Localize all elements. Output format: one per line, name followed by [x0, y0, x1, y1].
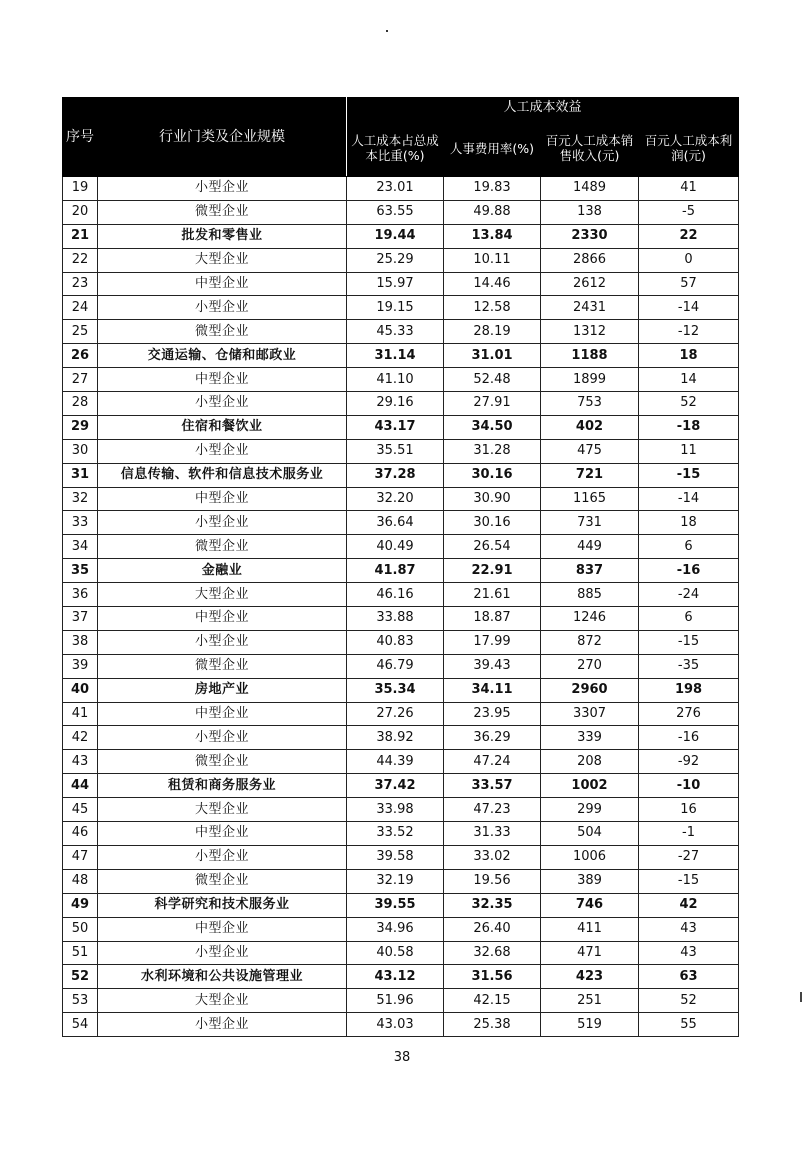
cell-sales-per-100: 519 — [541, 1013, 639, 1037]
scan-speck — [386, 30, 388, 32]
cell-profit-per-100: 22 — [639, 224, 739, 248]
cell-industry: 大型企业 — [98, 989, 347, 1013]
cell-seq: 47 — [63, 845, 98, 869]
cell-sales-per-100: 1312 — [541, 320, 639, 344]
cell-profit-per-100: 43 — [639, 917, 739, 941]
table-header — [63, 98, 739, 177]
cell-personnel-expense-rate: 47.24 — [444, 750, 541, 774]
cell-personnel-expense-rate: 26.54 — [444, 535, 541, 559]
table-row — [63, 272, 739, 296]
cell-personnel-expense-rate: 19.83 — [444, 177, 541, 201]
table-row — [63, 702, 739, 726]
cell-personnel-expense-rate: 22.91 — [444, 559, 541, 583]
cell-labor-cost-share: 39.58 — [347, 845, 444, 869]
cell-sales-per-100: 753 — [541, 392, 639, 416]
cell-industry: 小型企业 — [98, 726, 347, 750]
table-row — [63, 463, 739, 487]
cell-industry: 租赁和商务服务业 — [98, 774, 347, 798]
cell-sales-per-100: 885 — [541, 583, 639, 607]
cell-seq: 48 — [63, 869, 98, 893]
cell-sales-per-100: 339 — [541, 726, 639, 750]
header-sales-per-100-labor-cost: 百元人工成本销售收入(元) — [541, 119, 639, 177]
table-row — [63, 774, 739, 798]
cell-profit-per-100: 14 — [639, 368, 739, 392]
cell-personnel-expense-rate: 49.88 — [444, 200, 541, 224]
cell-sales-per-100: 1188 — [541, 344, 639, 368]
cell-sales-per-100: 449 — [541, 535, 639, 559]
cell-personnel-expense-rate: 10.11 — [444, 248, 541, 272]
cell-profit-per-100: 276 — [639, 702, 739, 726]
cell-labor-cost-share: 19.44 — [347, 224, 444, 248]
cell-seq: 51 — [63, 941, 98, 965]
cell-seq: 45 — [63, 798, 98, 822]
table-row — [63, 415, 739, 439]
cell-profit-per-100: 18 — [639, 344, 739, 368]
cell-industry: 小型企业 — [98, 511, 347, 535]
cell-labor-cost-share: 19.15 — [347, 296, 444, 320]
cell-seq: 53 — [63, 989, 98, 1013]
table-row — [63, 535, 739, 559]
cell-labor-cost-share: 41.87 — [347, 559, 444, 583]
cell-labor-cost-share: 34.96 — [347, 917, 444, 941]
cell-personnel-expense-rate: 21.61 — [444, 583, 541, 607]
cell-personnel-expense-rate: 31.56 — [444, 965, 541, 989]
cell-sales-per-100: 1002 — [541, 774, 639, 798]
header-personnel-expense-rate: 人事费用率(%) — [444, 119, 541, 177]
cell-personnel-expense-rate: 14.46 — [444, 272, 541, 296]
cell-personnel-expense-rate: 25.38 — [444, 1013, 541, 1037]
table-row — [63, 439, 739, 463]
cell-profit-per-100: 55 — [639, 1013, 739, 1037]
cell-seq: 26 — [63, 344, 98, 368]
cell-profit-per-100: 41 — [639, 177, 739, 201]
cell-seq: 46 — [63, 822, 98, 846]
cell-profit-per-100: -16 — [639, 726, 739, 750]
cell-seq: 37 — [63, 607, 98, 631]
header-seq: 序号 — [63, 98, 98, 177]
cell-profit-per-100: -27 — [639, 845, 739, 869]
cell-labor-cost-share: 40.49 — [347, 535, 444, 559]
cell-industry: 小型企业 — [98, 845, 347, 869]
cell-labor-cost-share: 39.55 — [347, 893, 444, 917]
cell-seq: 21 — [63, 224, 98, 248]
cell-profit-per-100: -16 — [639, 559, 739, 583]
cell-labor-cost-share: 35.34 — [347, 678, 444, 702]
cell-sales-per-100: 2431 — [541, 296, 639, 320]
cell-industry: 住宿和餐饮业 — [98, 415, 347, 439]
cell-labor-cost-share: 45.33 — [347, 320, 444, 344]
table-row — [63, 678, 739, 702]
cell-labor-cost-share: 33.98 — [347, 798, 444, 822]
cell-seq: 24 — [63, 296, 98, 320]
cell-personnel-expense-rate: 31.01 — [444, 344, 541, 368]
cell-personnel-expense-rate: 30.90 — [444, 487, 541, 511]
table-row — [63, 965, 739, 989]
cell-industry: 大型企业 — [98, 798, 347, 822]
cell-sales-per-100: 402 — [541, 415, 639, 439]
cell-seq: 41 — [63, 702, 98, 726]
cell-personnel-expense-rate: 31.33 — [444, 822, 541, 846]
cell-profit-per-100: 0 — [639, 248, 739, 272]
cell-sales-per-100: 2612 — [541, 272, 639, 296]
cell-profit-per-100: -1 — [639, 822, 739, 846]
cell-profit-per-100: 11 — [639, 439, 739, 463]
cell-personnel-expense-rate: 47.23 — [444, 798, 541, 822]
cell-profit-per-100: 43 — [639, 941, 739, 965]
header-industry: 行业门类及企业规模 — [98, 98, 347, 177]
cell-profit-per-100: 6 — [639, 607, 739, 631]
cell-personnel-expense-rate: 42.15 — [444, 989, 541, 1013]
cell-profit-per-100: -15 — [639, 463, 739, 487]
cell-labor-cost-share: 46.79 — [347, 654, 444, 678]
cell-profit-per-100: -35 — [639, 654, 739, 678]
cell-sales-per-100: 423 — [541, 965, 639, 989]
cell-seq: 52 — [63, 965, 98, 989]
labor-cost-table — [62, 97, 739, 1037]
cell-personnel-expense-rate: 13.84 — [444, 224, 541, 248]
cell-seq: 30 — [63, 439, 98, 463]
cell-labor-cost-share: 43.03 — [347, 1013, 444, 1037]
cell-sales-per-100: 3307 — [541, 702, 639, 726]
cell-personnel-expense-rate: 33.02 — [444, 845, 541, 869]
table-row — [63, 559, 739, 583]
cell-profit-per-100: 52 — [639, 989, 739, 1013]
cell-profit-per-100: 42 — [639, 893, 739, 917]
cell-industry: 小型企业 — [98, 941, 347, 965]
cell-sales-per-100: 1899 — [541, 368, 639, 392]
cell-personnel-expense-rate: 39.43 — [444, 654, 541, 678]
cell-sales-per-100: 504 — [541, 822, 639, 846]
cell-seq: 39 — [63, 654, 98, 678]
cell-personnel-expense-rate: 31.28 — [444, 439, 541, 463]
table-row — [63, 750, 739, 774]
table-row — [63, 583, 739, 607]
cell-personnel-expense-rate: 32.68 — [444, 941, 541, 965]
cell-industry: 中型企业 — [98, 272, 347, 296]
cell-seq: 38 — [63, 630, 98, 654]
cell-industry: 微型企业 — [98, 654, 347, 678]
cell-industry: 小型企业 — [98, 392, 347, 416]
table-row — [63, 511, 739, 535]
cell-industry: 小型企业 — [98, 296, 347, 320]
cell-labor-cost-share: 32.19 — [347, 869, 444, 893]
cell-sales-per-100: 138 — [541, 200, 639, 224]
cell-industry: 交通运输、仓储和邮政业 — [98, 344, 347, 368]
cell-personnel-expense-rate: 28.19 — [444, 320, 541, 344]
header-profit-per-100-labor-cost: 百元人工成本利润(元) — [639, 119, 739, 177]
cell-sales-per-100: 872 — [541, 630, 639, 654]
cell-sales-per-100: 411 — [541, 917, 639, 941]
cell-labor-cost-share: 31.14 — [347, 344, 444, 368]
cell-seq: 43 — [63, 750, 98, 774]
cell-seq: 25 — [63, 320, 98, 344]
cell-seq: 50 — [63, 917, 98, 941]
cell-sales-per-100: 1006 — [541, 845, 639, 869]
cell-profit-per-100: 198 — [639, 678, 739, 702]
cell-labor-cost-share: 43.12 — [347, 965, 444, 989]
cell-seq: 28 — [63, 392, 98, 416]
cell-labor-cost-share: 27.26 — [347, 702, 444, 726]
cell-seq: 34 — [63, 535, 98, 559]
cell-labor-cost-share: 51.96 — [347, 989, 444, 1013]
cell-industry: 中型企业 — [98, 822, 347, 846]
cell-labor-cost-share: 63.55 — [347, 200, 444, 224]
cell-labor-cost-share: 40.83 — [347, 630, 444, 654]
cell-industry: 小型企业 — [98, 1013, 347, 1037]
cell-sales-per-100: 251 — [541, 989, 639, 1013]
cell-profit-per-100: 52 — [639, 392, 739, 416]
cell-seq: 31 — [63, 463, 98, 487]
cell-profit-per-100: 16 — [639, 798, 739, 822]
header-labor-cost-share: 人工成本占总成本比重(%) — [347, 119, 444, 177]
table-row — [63, 726, 739, 750]
cell-personnel-expense-rate: 12.58 — [444, 296, 541, 320]
cell-labor-cost-share: 29.16 — [347, 392, 444, 416]
cell-sales-per-100: 837 — [541, 559, 639, 583]
cell-industry: 中型企业 — [98, 368, 347, 392]
cell-sales-per-100: 2960 — [541, 678, 639, 702]
cell-profit-per-100: -18 — [639, 415, 739, 439]
cell-labor-cost-share: 37.42 — [347, 774, 444, 798]
cell-labor-cost-share: 40.58 — [347, 941, 444, 965]
cell-labor-cost-share: 15.97 — [347, 272, 444, 296]
cell-profit-per-100: -15 — [639, 869, 739, 893]
cell-profit-per-100: -10 — [639, 774, 739, 798]
table-row — [63, 989, 739, 1013]
table-row — [63, 177, 739, 201]
scan-edge-mark — [800, 992, 802, 1002]
cell-sales-per-100: 475 — [541, 439, 639, 463]
table-row — [63, 392, 739, 416]
cell-industry: 房地产业 — [98, 678, 347, 702]
cell-profit-per-100: 57 — [639, 272, 739, 296]
cell-labor-cost-share: 33.52 — [347, 822, 444, 846]
cell-sales-per-100: 1165 — [541, 487, 639, 511]
cell-industry: 小型企业 — [98, 439, 347, 463]
cell-profit-per-100: -12 — [639, 320, 739, 344]
table-row — [63, 893, 739, 917]
page-number: 38 — [393, 1050, 411, 1065]
cell-sales-per-100: 746 — [541, 893, 639, 917]
cell-personnel-expense-rate: 52.48 — [444, 368, 541, 392]
table-row — [63, 822, 739, 846]
cell-industry: 中型企业 — [98, 702, 347, 726]
table-row — [63, 917, 739, 941]
cell-personnel-expense-rate: 30.16 — [444, 463, 541, 487]
cell-seq: 20 — [63, 200, 98, 224]
cell-sales-per-100: 389 — [541, 869, 639, 893]
cell-profit-per-100: 18 — [639, 511, 739, 535]
cell-seq: 33 — [63, 511, 98, 535]
cell-personnel-expense-rate: 19.56 — [444, 869, 541, 893]
cell-industry: 水利环境和公共设施管理业 — [98, 965, 347, 989]
cell-profit-per-100: 6 — [639, 535, 739, 559]
table-row — [63, 869, 739, 893]
table-body — [63, 177, 739, 1037]
cell-profit-per-100: -5 — [639, 200, 739, 224]
cell-profit-per-100: -14 — [639, 487, 739, 511]
cell-industry: 大型企业 — [98, 583, 347, 607]
cell-industry: 微型企业 — [98, 320, 347, 344]
cell-sales-per-100: 2330 — [541, 224, 639, 248]
table-row — [63, 1013, 739, 1037]
cell-seq: 27 — [63, 368, 98, 392]
cell-personnel-expense-rate: 32.35 — [444, 893, 541, 917]
cell-seq: 32 — [63, 487, 98, 511]
cell-seq: 19 — [63, 177, 98, 201]
cell-industry: 微型企业 — [98, 200, 347, 224]
cell-personnel-expense-rate: 30.16 — [444, 511, 541, 535]
cell-sales-per-100: 299 — [541, 798, 639, 822]
cell-sales-per-100: 721 — [541, 463, 639, 487]
cell-personnel-expense-rate: 36.29 — [444, 726, 541, 750]
cell-personnel-expense-rate: 18.87 — [444, 607, 541, 631]
cell-profit-per-100: 63 — [639, 965, 739, 989]
cell-sales-per-100: 1489 — [541, 177, 639, 201]
cell-industry: 科学研究和技术服务业 — [98, 893, 347, 917]
header-group-labor-cost-efficiency: 人工成本效益 — [347, 98, 739, 119]
cell-seq: 42 — [63, 726, 98, 750]
cell-personnel-expense-rate: 17.99 — [444, 630, 541, 654]
cell-seq: 23 — [63, 272, 98, 296]
table-row — [63, 296, 739, 320]
table-row — [63, 200, 739, 224]
cell-labor-cost-share: 35.51 — [347, 439, 444, 463]
cell-profit-per-100: -24 — [639, 583, 739, 607]
cell-labor-cost-share: 46.16 — [347, 583, 444, 607]
cell-labor-cost-share: 38.92 — [347, 726, 444, 750]
cell-seq: 36 — [63, 583, 98, 607]
cell-industry: 小型企业 — [98, 177, 347, 201]
cell-seq: 40 — [63, 678, 98, 702]
cell-personnel-expense-rate: 23.95 — [444, 702, 541, 726]
cell-labor-cost-share: 41.10 — [347, 368, 444, 392]
cell-sales-per-100: 208 — [541, 750, 639, 774]
cell-industry: 中型企业 — [98, 917, 347, 941]
cell-profit-per-100: -15 — [639, 630, 739, 654]
table-row — [63, 248, 739, 272]
table-row — [63, 630, 739, 654]
cell-seq: 35 — [63, 559, 98, 583]
cell-sales-per-100: 270 — [541, 654, 639, 678]
cell-personnel-expense-rate: 34.11 — [444, 678, 541, 702]
cell-industry: 金融业 — [98, 559, 347, 583]
cell-industry: 中型企业 — [98, 487, 347, 511]
table-row — [63, 941, 739, 965]
cell-profit-per-100: -92 — [639, 750, 739, 774]
cell-labor-cost-share: 32.20 — [347, 487, 444, 511]
table-row — [63, 607, 739, 631]
cell-seq: 54 — [63, 1013, 98, 1037]
cell-industry: 信息传输、软件和信息技术服务业 — [98, 463, 347, 487]
cell-sales-per-100: 2866 — [541, 248, 639, 272]
table-row — [63, 798, 739, 822]
table-row — [63, 487, 739, 511]
cell-industry: 中型企业 — [98, 607, 347, 631]
cell-industry: 微型企业 — [98, 750, 347, 774]
cell-personnel-expense-rate: 26.40 — [444, 917, 541, 941]
cell-industry: 大型企业 — [98, 248, 347, 272]
cell-industry: 微型企业 — [98, 869, 347, 893]
cell-industry: 批发和零售业 — [98, 224, 347, 248]
cell-labor-cost-share: 33.88 — [347, 607, 444, 631]
cell-sales-per-100: 731 — [541, 511, 639, 535]
cell-seq: 49 — [63, 893, 98, 917]
cell-seq: 44 — [63, 774, 98, 798]
table-row — [63, 368, 739, 392]
cell-personnel-expense-rate: 34.50 — [444, 415, 541, 439]
cell-sales-per-100: 1246 — [541, 607, 639, 631]
cell-sales-per-100: 471 — [541, 941, 639, 965]
cell-industry: 微型企业 — [98, 535, 347, 559]
cell-industry: 小型企业 — [98, 630, 347, 654]
cell-labor-cost-share: 23.01 — [347, 177, 444, 201]
cell-labor-cost-share: 37.28 — [347, 463, 444, 487]
cell-labor-cost-share: 36.64 — [347, 511, 444, 535]
cell-labor-cost-share: 25.29 — [347, 248, 444, 272]
cell-profit-per-100: -14 — [639, 296, 739, 320]
cell-personnel-expense-rate: 27.91 — [444, 392, 541, 416]
cell-seq: 22 — [63, 248, 98, 272]
table-row — [63, 224, 739, 248]
cell-labor-cost-share: 44.39 — [347, 750, 444, 774]
table-row — [63, 845, 739, 869]
table-row — [63, 320, 739, 344]
table-row — [63, 344, 739, 368]
cell-seq: 29 — [63, 415, 98, 439]
cell-labor-cost-share: 43.17 — [347, 415, 444, 439]
cell-personnel-expense-rate: 33.57 — [444, 774, 541, 798]
table-row — [63, 654, 739, 678]
